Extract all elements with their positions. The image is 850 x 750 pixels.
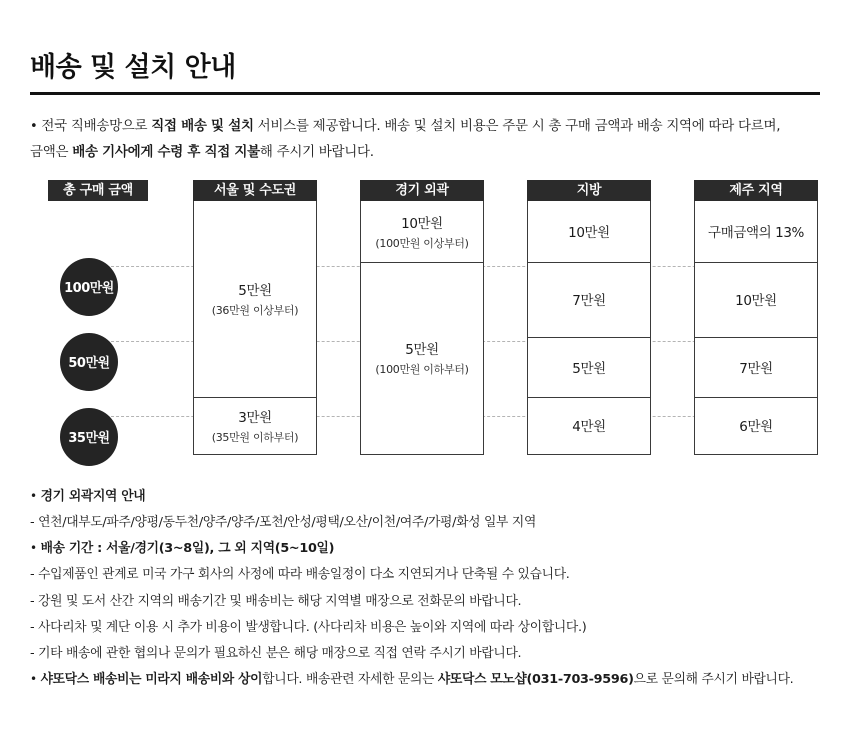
- intro-line-2-strong: 배송 기사에게 수령 후 직접 지불: [72, 144, 260, 161]
- seoul-cell-2-sub: (35만원 이하부터): [211, 430, 299, 444]
- note-6: - 사다리차 및 계단 이용 시 추가 비용이 발생합니다. (사다리차 비용은 높이와 지역에 따라 상이합니다.): [30, 619, 587, 635]
- local-cell-2: 7만원: [572, 293, 606, 310]
- page-title: 배송 및 설치 안내: [30, 52, 236, 83]
- column-local-header: 지방: [527, 180, 651, 201]
- column-gyeonggi: [360, 180, 484, 455]
- amount-column-header: 총 구매 금액: [48, 180, 148, 201]
- intro-line-1: [30, 113, 820, 139]
- note-8-shop-contact: 샤또닥스 모노샵(031-703-9596): [437, 672, 634, 688]
- note-8-text-a: 샤또닥스 배송비는 미라지 배송비와 상이: [40, 672, 263, 688]
- intro-line-1-a: 전국 직배송망으로: [41, 118, 152, 134]
- note-8-bullet-icon: •: [30, 672, 37, 687]
- notes-section: [30, 484, 820, 694]
- note-8-text-b: 합니다. 배송관련 자세한 문의는: [262, 672, 438, 688]
- seoul-cell-1-sub: (36만원 이상부터): [211, 304, 299, 318]
- gyeonggi-cell-1-sub: (100만원 이상부터): [375, 236, 469, 250]
- intro-line-2: [30, 139, 820, 165]
- column-jeju-body: [694, 201, 818, 455]
- local-cell-4: 4만원: [572, 419, 606, 436]
- amount-step-2: 50만원: [60, 333, 118, 391]
- column-seoul-body: [193, 201, 317, 455]
- amount-step-3: 35만원: [60, 408, 118, 466]
- jeju-cell-1: 구매금액의 13%: [708, 225, 804, 242]
- column-jeju-header: 제주 지역: [694, 180, 818, 201]
- column-seoul: [193, 180, 317, 455]
- jeju-cell-3: 7만원: [739, 360, 773, 377]
- shipping-fee-table: [30, 180, 820, 460]
- jeju-cell-2: 10만원: [735, 293, 777, 310]
- seoul-cell-2: [194, 397, 316, 454]
- column-seoul-header: 서울 및 수도권: [193, 180, 317, 201]
- local-cell-1: 10만원: [568, 225, 610, 242]
- amount-steps: [48, 201, 148, 456]
- seoul-cell-1-main: 5만원: [238, 283, 272, 300]
- note-5: - 강원 및 도서 산간 지역의 배송기간 및 배송비는 해당 지역별 매장으로 전화문의 바랍니다.: [30, 593, 522, 609]
- intro-line-2-a: 금액은: [30, 144, 73, 161]
- note-3: [30, 536, 820, 562]
- intro-paragraph: [30, 113, 820, 166]
- gyeonggi-cell-2: [361, 262, 483, 454]
- gyeonggi-cell-2-main: 5만원: [405, 342, 439, 359]
- note-4: - 수입제품인 관계로 미국 가구 회사의 사정에 따라 배송일정이 다소 지연되거나 단축될 수 있습니다.: [30, 567, 570, 583]
- column-local-body: [527, 201, 651, 455]
- title-divider: [30, 92, 820, 95]
- column-gyeonggi-body: [360, 201, 484, 455]
- note-1: [30, 484, 820, 510]
- note-3-text: 배송 기간 : 서울/경기(3~8일), 그 외 지역(5~10일): [40, 541, 335, 557]
- note-8-text-d: 으로 문의해 주시기 바랍니다.: [633, 672, 794, 688]
- intro-line-2-c: 해 주시기 바랍니다.: [259, 144, 374, 161]
- column-jeju: [694, 180, 818, 455]
- bullet-icon: •: [30, 119, 38, 134]
- gyeonggi-cell-1: [361, 201, 483, 262]
- local-cell-3: 5만원: [572, 360, 606, 377]
- note-8: [30, 667, 820, 693]
- column-local: [527, 180, 651, 455]
- note-2: - 연천/대부도/파주/양평/동두천/양주/양주/포천/안성/평택/오산/이천/여주/가평/화성 일부 지역: [30, 514, 537, 530]
- note-3-bullet-icon: •: [30, 541, 37, 556]
- intro-line-1-strong: 직접 배송 및 설치: [151, 118, 254, 134]
- gyeonggi-cell-1-main: 10만원: [401, 215, 443, 232]
- note-1-bullet-icon: •: [30, 488, 37, 503]
- amount-column: [48, 180, 148, 456]
- seoul-cell-1: [194, 201, 316, 397]
- seoul-cell-2-main: 3만원: [238, 409, 272, 426]
- gyeonggi-cell-2-sub: (100만원 이하부터): [375, 363, 469, 377]
- note-1-text: 경기 외곽지역 안내: [40, 488, 146, 504]
- note-7: - 기타 배송에 관한 협의나 문의가 필요하신 분은 해당 매장으로 직접 연락 주시기 바랍니다.: [30, 645, 522, 661]
- jeju-cell-4: 6만원: [739, 419, 773, 436]
- amount-step-1: 100만원: [60, 258, 118, 316]
- intro-line-1-c: 서비스를 제공합니다. 배송 및 설치 비용은 주문 시 총 구매 금액과 배송 지역에 따라 다르며,: [253, 118, 781, 134]
- column-gyeonggi-header: 경기 외곽: [360, 180, 484, 201]
